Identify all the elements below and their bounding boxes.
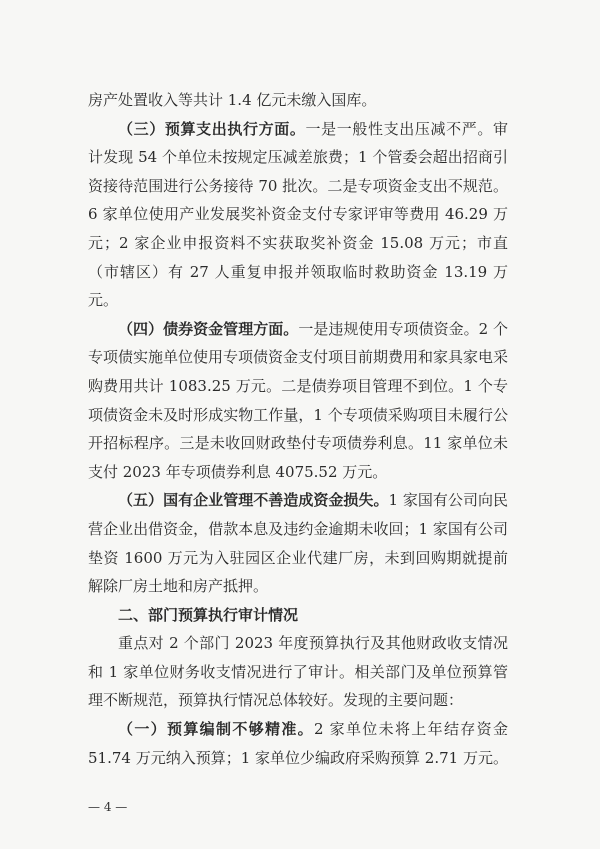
section-lead-5: （五）国有企业管理不善造成资金损失。 [118, 491, 389, 510]
paragraph-revenue-end: 房产处置收入等共计 1.4 亿元未缴入国库。 [88, 91, 377, 109]
page-number: — 4 — [88, 800, 128, 814]
paragraph-budget-preparation [88, 715, 508, 772]
section-lead-3: （三）预算支出执行方面。 [118, 119, 306, 138]
section-heading-2: 二、部门预算执行审计情况 [118, 605, 299, 624]
paragraph-bond-funds [88, 315, 508, 487]
section-body-3: 一是一般性支出压减不严。审计发现 54 个单位未按规定压减差旅费；1 个管委会超出招商引资接待范围进行公务接待 70 批次。二是专项资金支出不规范。6 家单位使用产业发展奖补资金支付专家评审等费用 46.29 万元；2 家企业申报资料不实获取奖补资金 15.08 万元；市直（市辖区）有 27 人重复申报并领取临时救助资金 13.19 万元。 [88, 119, 508, 310]
subsection-body-1: 2 家单位未将上年结存资金 51.74 万元纳入预算；1 家单位少编政府采购预算 2.71 万元。 [88, 720, 508, 767]
section-lead-4: （四）债券资金管理方面。 [118, 319, 299, 338]
paragraph-department-audit: 重点对 2 个部门 2023 年度预算执行及其他财政收支情况和 1 家单位财务收支情况进行了审计。相关部门及单位预算管理不断规范，预算执行情况总体较好。发现的主要问题： [88, 634, 508, 710]
paragraph-budget-expenditure [88, 115, 508, 315]
subsection-lead-1: （一）预算编制不够精准。 [118, 720, 314, 739]
paragraph-state-enterprise [88, 486, 508, 600]
section-body-5: 1 家国有公司向民营企业出借资金，借款本息及违约金逾期未收回；1 家国有公司垫资 1600 万元为入驻园区企业代建厂房，未到回购期就提前解除厂房土地和房产抵押。 [88, 491, 509, 596]
section-body-4: 一是违规使用专项债资金。2 个专项债实施单位使用专项债资金支付项目前期费用和家具家电采购费用共计 1083.25 万元。二是债券项目管理不到位。1 个专项债资金未及时形成实物工作量，1 个专项债采购项目未履行公开招标程序。三是未收回财政垫付专项债券利息。11 家单位未支付 2023 年专项债券利息 4075.52 万元。 [88, 319, 509, 481]
document-body [88, 86, 508, 772]
